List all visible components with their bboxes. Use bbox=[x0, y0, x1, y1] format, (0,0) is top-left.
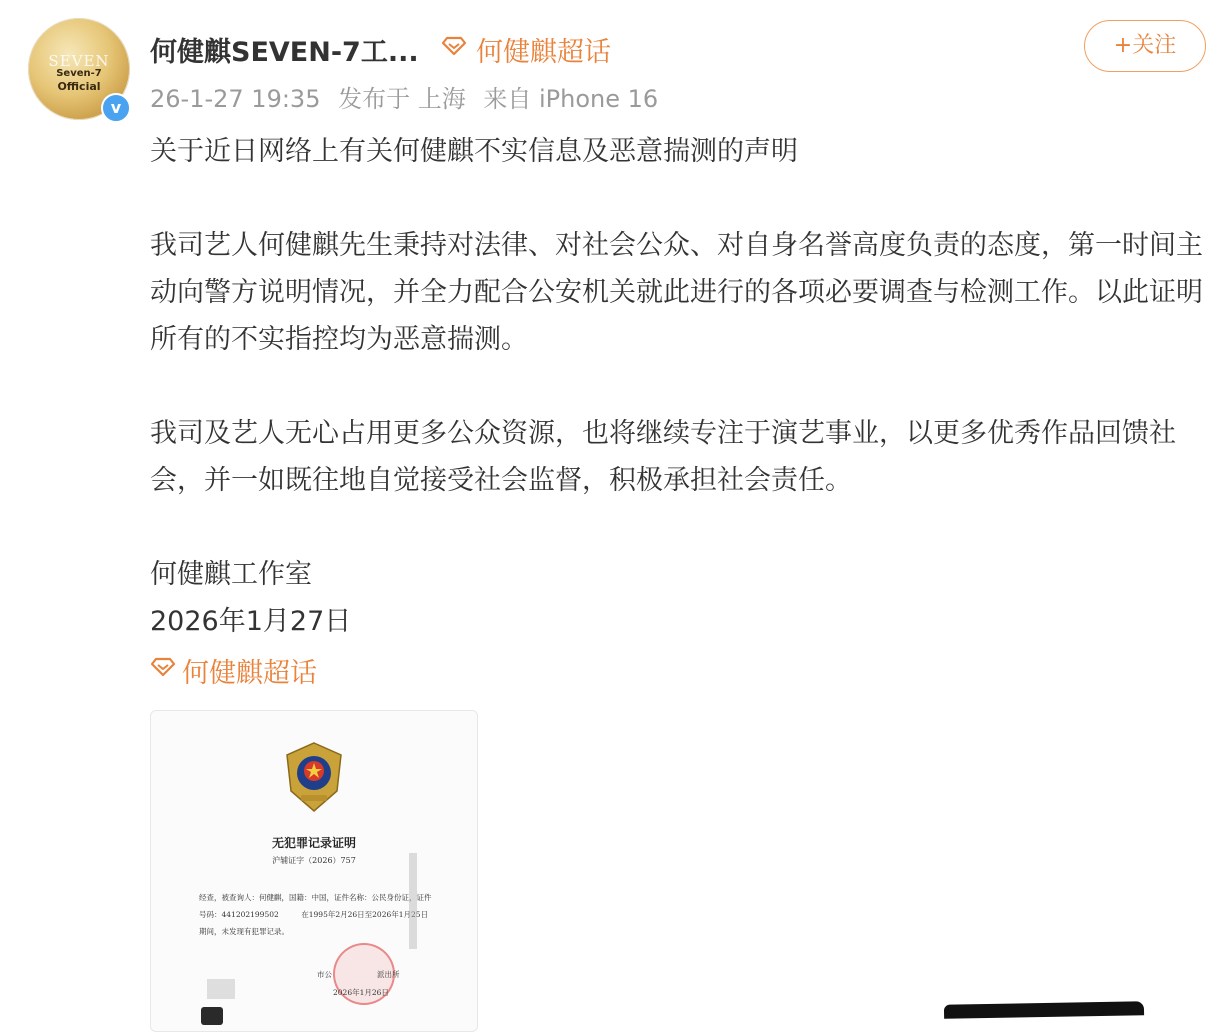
verified-badge-icon: v bbox=[101, 93, 131, 123]
redaction-mark bbox=[409, 853, 417, 949]
topic-tag-link[interactable]: 何健麒超话 bbox=[182, 658, 317, 689]
diamond-icon bbox=[150, 657, 176, 677]
redaction-mark bbox=[201, 1007, 223, 1025]
avatar-logo-text: SEVEN bbox=[48, 52, 110, 70]
post-device: 来自 iPhone 16 bbox=[483, 85, 659, 113]
post-meta bbox=[150, 79, 668, 114]
certificate-title: 无犯罪记录证明 bbox=[271, 836, 356, 850]
police-emblem-icon bbox=[283, 741, 345, 813]
certificate-number: 沪辅证字（2026）757 bbox=[272, 856, 356, 865]
post-body bbox=[150, 128, 1210, 645]
certificate-body: 经查，被查询人：何健麒，国籍：中国，证件名称：公民身份证，证件号码：441202199502 在1995年2月26日至2026年1月25日期间，未发现有犯罪记录。 bbox=[199, 893, 432, 936]
post-time: 26-1-27 19:35 bbox=[150, 85, 321, 113]
post-signature: 何健麒工作室 bbox=[150, 559, 312, 590]
username[interactable]: 何健麒SEVEN-7工... bbox=[150, 37, 419, 68]
post-paragraph-2: 我司及艺人无心占用更多公众资源，也将继续专注于演艺事业，以更多优秀作品回馈社会，并一如既往地自觉接受社会监督，积极承担社会责任。 bbox=[150, 418, 1176, 496]
follow-button[interactable]: +关注 bbox=[1084, 20, 1206, 72]
certificate-date: 2026年1月26日 bbox=[333, 988, 389, 997]
post-location: 发布于 上海 bbox=[338, 85, 466, 113]
post-title: 关于近日网络上有关何健麒不实信息及恶意揣测的声明 bbox=[150, 136, 798, 167]
avatar-line1: Seven-7 bbox=[56, 68, 102, 79]
certificate-issuer: 市公 派出所 bbox=[317, 970, 400, 979]
overlay-scribble bbox=[944, 1001, 1144, 1018]
redaction-mark bbox=[207, 979, 235, 999]
post-paragraph-1: 我司艺人何健麒先生秉持对法律、对社会公众、对自身名誉高度负责的态度，第一时间主动向警方说明情况，并全力配合公安机关就此进行的各项必要调查与检测工作。以此证明所有的不实指控均为恶意揣测。 bbox=[150, 230, 1203, 355]
post-date: 2026年1月27日 bbox=[150, 606, 352, 637]
diamond-icon bbox=[441, 36, 467, 56]
super-topic-link[interactable]: 何健麒超话 bbox=[476, 37, 611, 68]
attached-image[interactable] bbox=[150, 710, 478, 1032]
avatar-line2: Official bbox=[57, 80, 101, 93]
